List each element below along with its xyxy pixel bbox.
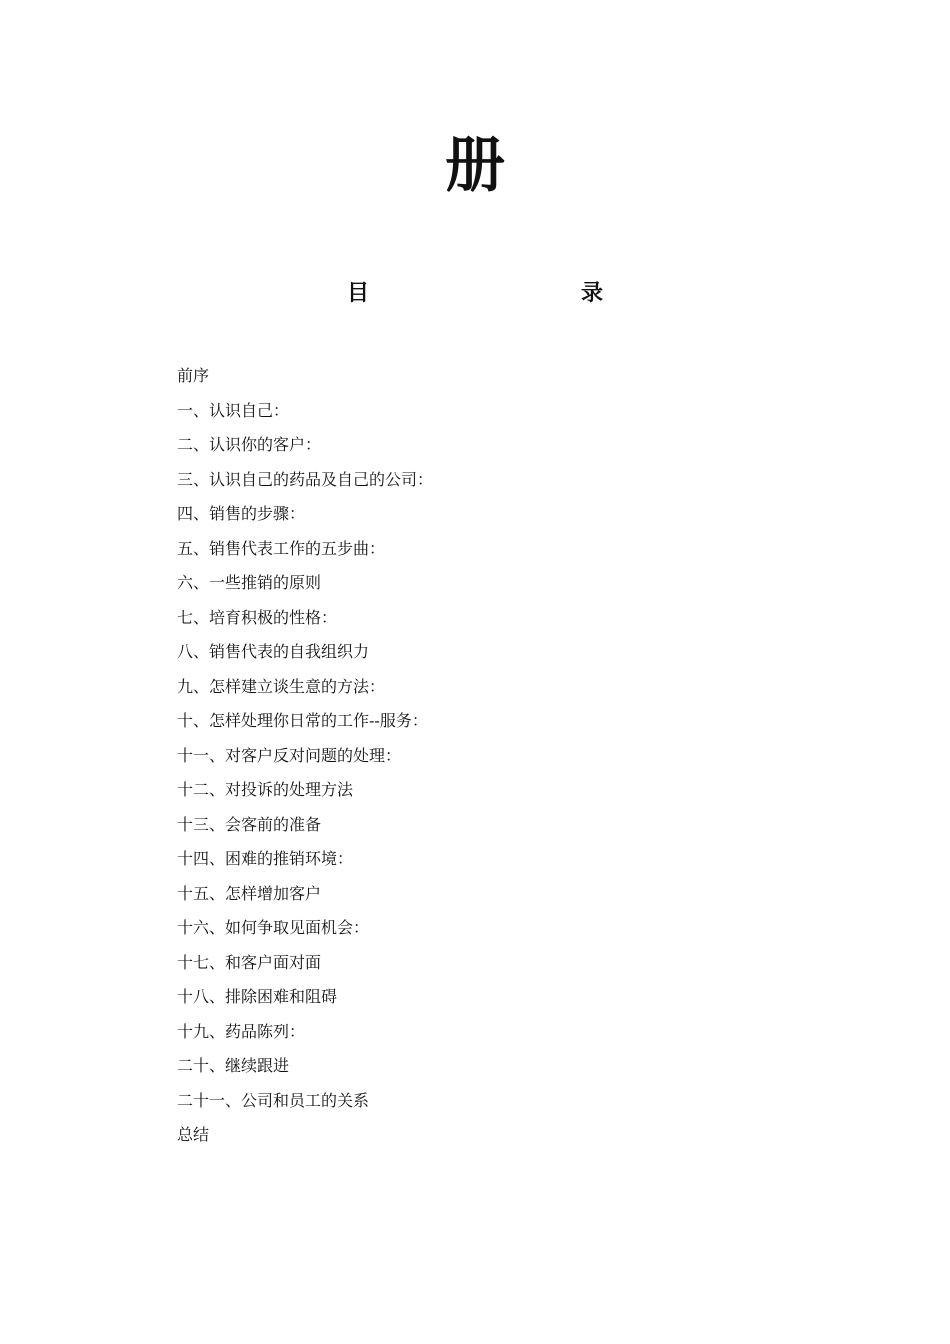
toc-item: 十九、药品陈列： [177,1021,306,1041]
toc-item: 十三、会客前的准备 [177,814,322,834]
toc-item: 五、销售代表工作的五步曲： [177,538,386,558]
toc-item: 九、怎样建立谈生意的方法： [177,676,386,696]
toc-heading-left: 目 [347,281,370,306]
toc-item: 八、销售代表的自我组织力 [177,642,370,661]
toc-item: 一、认识自己： [177,400,290,420]
document-title: 册 [445,131,505,201]
toc-heading-right: 录 [581,281,604,306]
toc-item: 十一、对客户反对问题的处理： [177,745,402,765]
toc-item: 十、怎样处理你日常的工作--服务： [177,711,428,730]
toc-item: 六、一些推销的原则 [177,573,322,592]
toc-item: 十八、排除困难和阻碍 [177,987,338,1006]
toc-item: 十七、和客户面对面 [177,952,322,972]
toc-item: 二十一、公司和员工的关系 [177,1090,370,1110]
toc-item: 总结 [177,1125,210,1144]
toc-list [177,362,433,1156]
toc-item: 二十、继续跟进 [177,1056,290,1075]
toc-item: 二、认识你的客户： [177,435,322,454]
toc-item: 十五、怎样增加客户 [177,883,322,903]
toc-item: 七、培育积极的性格： [177,607,338,627]
toc-item: 十六、如何争取见面机会： [177,918,370,937]
toc-item: 十二、对投诉的处理方法 [177,780,354,799]
toc-item: 前序 [177,366,210,385]
toc-item: 四、销售的步骤： [177,504,306,523]
toc-item: 三、认识自己的药品及自己的公司： [177,469,434,489]
toc-item: 十四、困难的推销环境： [177,849,354,868]
toc-heading [0,278,950,310]
